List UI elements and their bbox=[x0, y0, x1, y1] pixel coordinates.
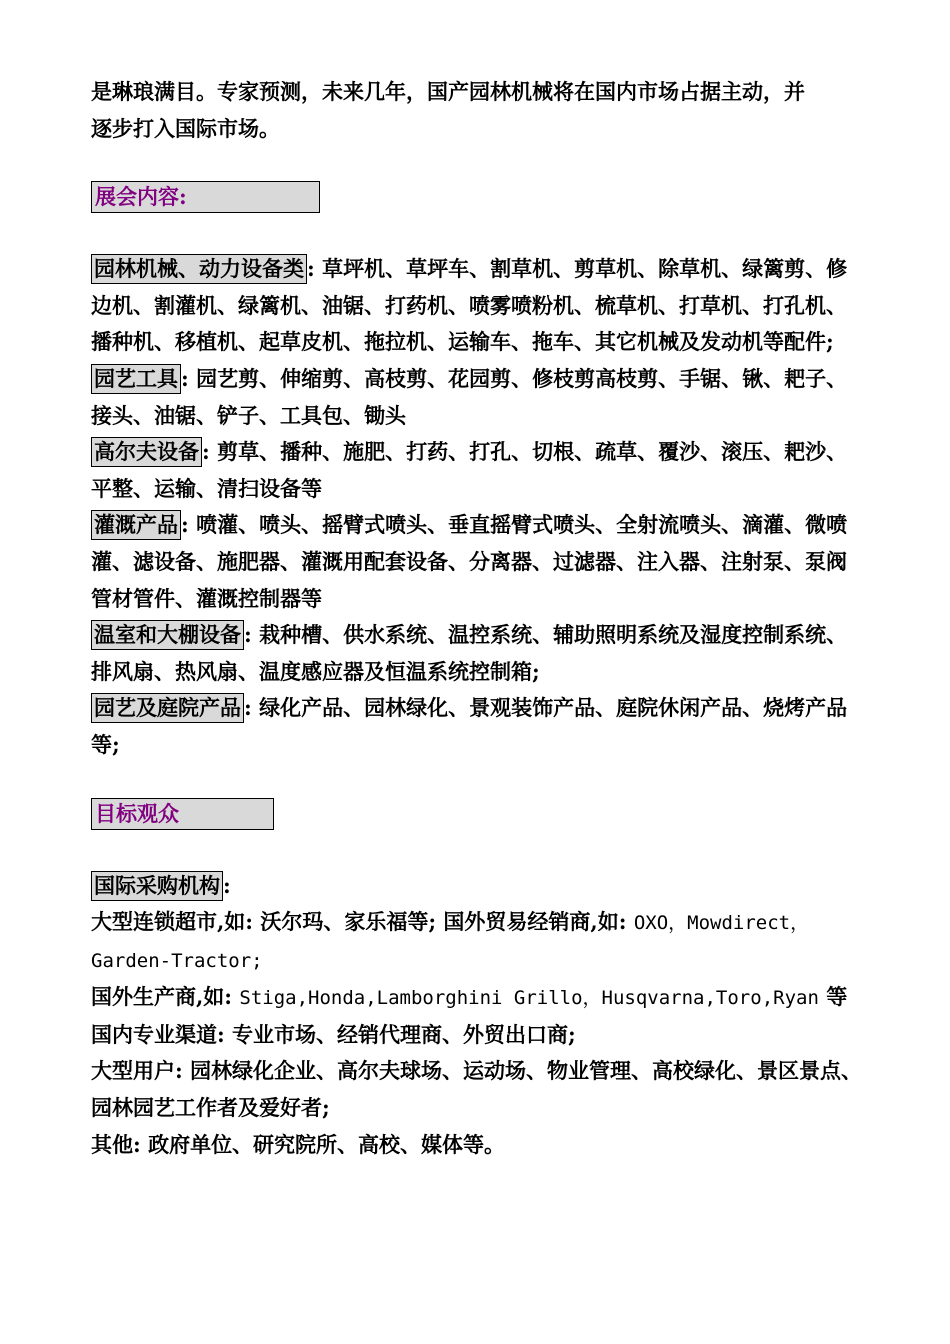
category-golf-equipment: 高尔夫设备 : 剪草、播种、施肥、打药、打孔、切根、疏草、覆沙、滚压、耙沙、平整、运输、清扫设备等 bbox=[91, 439, 848, 501]
category-label: 灌溉产品 bbox=[91, 510, 181, 540]
category-text: 草坪机、草坪车、割草机、剪草机、除草机、绿篱剪、修边机、割灌机、绿篱机、油锯、打药机、喷雾喷粉机、梳草机、打草机、打孔机、播种机、移植机、起草皮机、拖拉机、运输车、拖车、其它机械及发动机等配件; bbox=[91, 256, 848, 355]
category-irrigation: 灌溉产品 : 喷灌、喷头、摇臂式喷头、垂直摇臂式喷头、全射流喷头、滴灌、微喷灌、滤设备、施肥器、灌溉用配套设备、分离器、过滤器、注入器、注射泵、泵阀管材管件、灌溉控制器等 bbox=[91, 512, 848, 611]
category-greenhouse: 温室和大棚设备 : 栽种槽、供水系统、温控系统、辅助照明系统及湿度控制系统、排风扇、热风扇、温度感应器及恒温系统控制箱; bbox=[91, 622, 848, 684]
category-label: 温室和大棚设备 bbox=[91, 620, 244, 650]
audience-foreign-producers: 国外生产商,如: Stiga,Honda,Lamborghini Grillo，Husqvarna,Toro,Ryan 等 bbox=[91, 984, 848, 1010]
category-text: 绿化产品、园林绿化、景观装饰产品、庭院休闲产品、烧烤产品等; bbox=[91, 695, 848, 757]
intro-line-2: 逐步打入国际市场。 bbox=[91, 115, 280, 141]
category-text: 剪草、播种、施肥、打药、打孔、切根、疏草、覆沙、滚压、耙沙、平整、运输、清扫设备等 bbox=[91, 439, 848, 501]
category-label: 园林机械、动力设备类 bbox=[91, 254, 307, 284]
section-title-target-audience: 目标观众 bbox=[91, 798, 274, 830]
category-text: 园艺剪、伸缩剪、高枝剪、花园剪、修枝剪高枝剪、手锯、锹、耙子、接头、油锯、铲子、工具包、锄头 bbox=[91, 365, 848, 428]
category-garden-tools: 园艺工具 : 园艺剪、伸缩剪、高枝剪、花园剪、修枝剪高枝剪、手锯、锹、耙子、接头、油锯、铲子、工具包、锄头 bbox=[91, 365, 848, 428]
category-label: 高尔夫设备 bbox=[91, 437, 202, 467]
category-garden-machinery: 园林机械、动力设备类 : 草坪机、草坪车、割草机、剪草机、除草机、绿篱剪、修边机、割灌机、绿篱机、油锯、打药机、喷雾喷粉机、梳草机、打草机、打孔机、播种机、移植机、起草皮机、拖拉机、运输车、拖车、其它机械及发动机等配件; bbox=[91, 256, 848, 355]
category-label: 园艺及庭院产品 bbox=[91, 693, 244, 723]
audience-domestic-channels: 国内专业渠道: 专业市场、经销代理商、外贸出口商; bbox=[91, 1021, 576, 1047]
category-text: 栽种槽、供水系统、温控系统、辅助照明系统及湿度控制系统、排风扇、热风扇、温度感应器及恒温系统控制箱; bbox=[91, 622, 848, 684]
document-page bbox=[91, 74, 866, 1163]
intro-line-1: 是琳琅满目。专家预测，未来几年，国产园林机械将在国内市场占据主动，并 bbox=[91, 79, 805, 104]
audience-label: 国际采购机构 bbox=[91, 871, 223, 901]
audience-others: 其他: 政府单位、研究院所、高校、媒体等。 bbox=[91, 1131, 506, 1157]
audience-heading: 国际采购机构 : bbox=[91, 868, 866, 905]
audience-supermarkets: 大型连锁超市,如: 沃尔玛、家乐福等; 国外贸易经销商,如: OXO，Mowdirect， Garden-Tractor; bbox=[91, 909, 810, 972]
category-label: 园艺工具 bbox=[91, 364, 181, 394]
audience-large-users: 大型用户: 园林绿化企业、高尔夫球场、运动场、物业管理、高校绿化、景区景点、园林园艺工作者及爱好者; bbox=[91, 1058, 863, 1121]
category-garden-courtyard: 园艺及庭院产品 : 绿化产品、园林绿化、景观装饰产品、庭院休闲产品、烧烤产品等; bbox=[91, 695, 848, 757]
section-title-exhibit-content: 展会内容: bbox=[91, 181, 320, 213]
category-text: 喷灌、喷头、摇臂式喷头、垂直摇臂式喷头、全射流喷头、滴灌、微喷灌、滤设备、施肥器、灌溉用配套设备、分离器、过滤器、注入器、注射泵、泵阀管材管件、灌溉控制器等 bbox=[91, 512, 848, 611]
